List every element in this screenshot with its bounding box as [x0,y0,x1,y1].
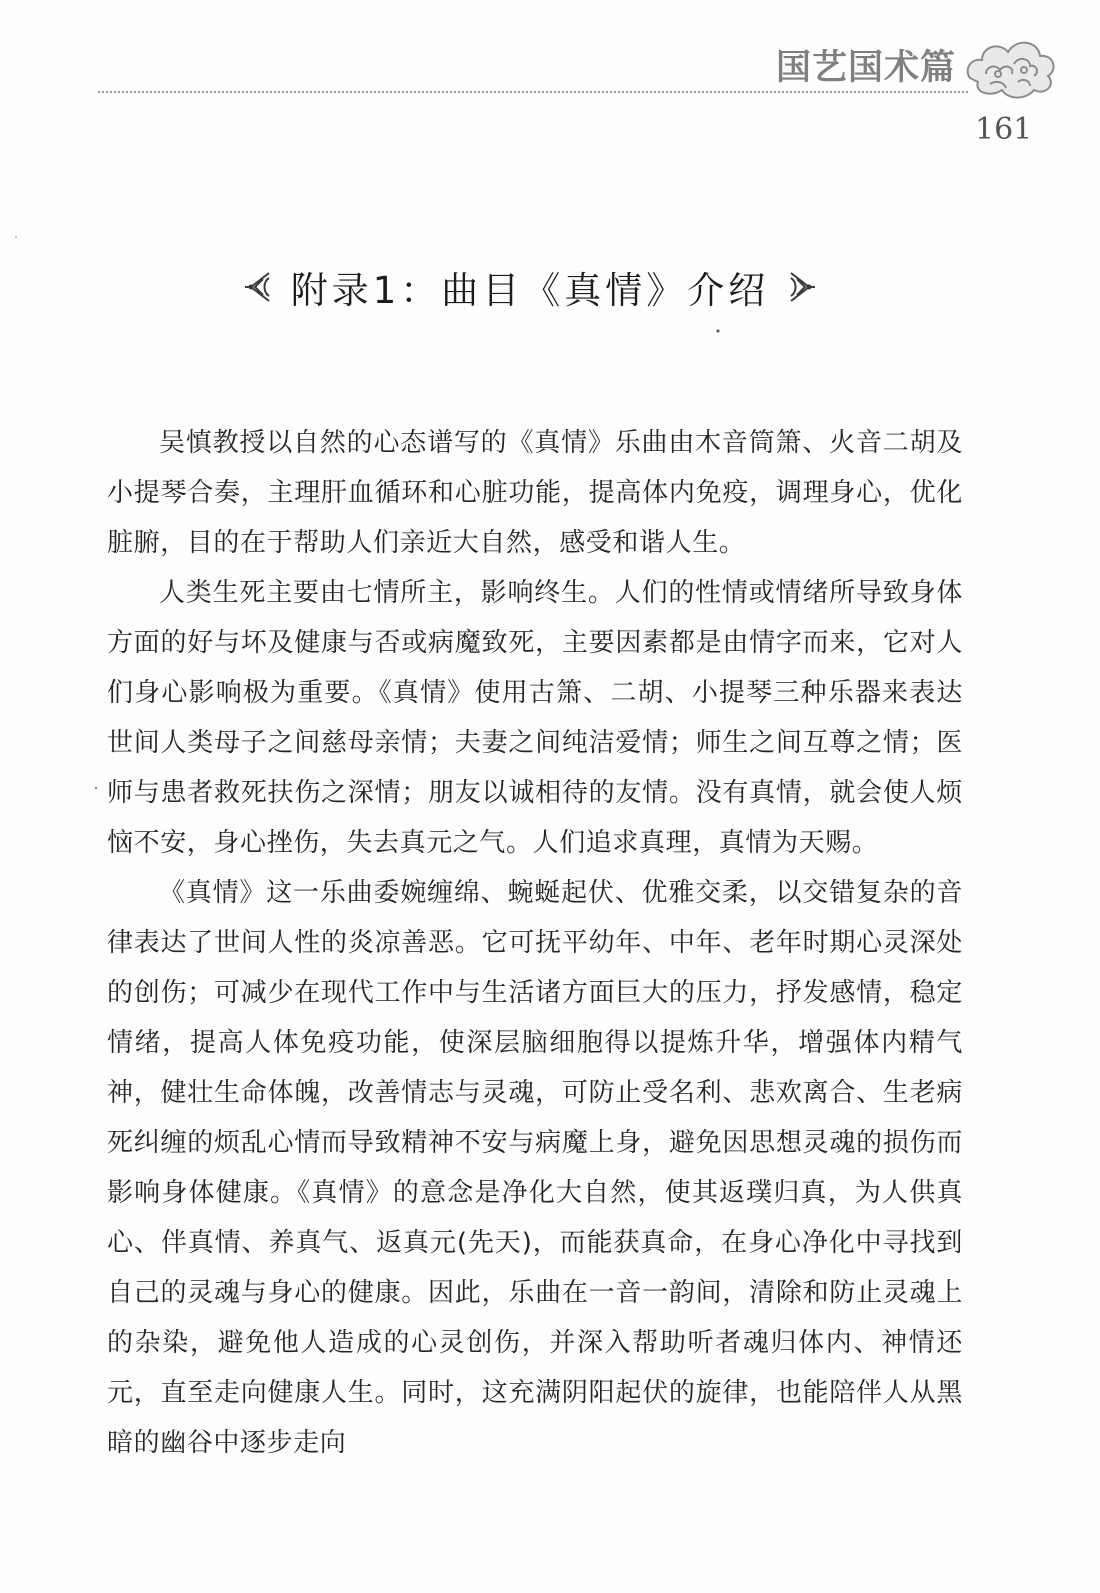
page-number: 161 [975,112,1033,147]
appendix-title-row [250,257,810,317]
running-header-title: 国艺国术篇 [776,47,957,88]
appendix-title: 附录1：曲目《真情》介绍 [290,269,770,312]
header-rule [98,91,968,93]
paragraph: 人类生死主要由七情所主，影响终生。人们的性情或情绪所导致身体方面的好与坏及健康与否或病魔致死，主要因素都是由情字而来，它对人们身心影响极为重要。《真情》使用古箫、二胡、小提琴三种乐器来表达世间人类母子之间慈母亲情；夫妻之间纯洁爱情；师生之间互尊之情；医师与患者救死扶伤之深情；朋友以诚相待的友情。没有真情，就会使人烦恼不安，身心挫伤，失去真元之气。人们追求真理，真情为天赐。 [107,578,963,858]
body-text [107,418,963,1468]
cloud-ornament-icon [960,30,1060,105]
paragraph: 吴慎教授以自然的心态谱写的《真情》乐曲由木音筒箫、火音二胡及小提琴合奏，主理肝血循环和心脏功能，提高体内免疫，调理身心，优化脏腑，目的在于帮助人们亲近大自然，感受和谐人生。 [107,428,963,558]
ornament-right-icon [787,270,817,304]
paragraph: 《真情》这一乐曲委婉缠绵、蜿蜒起伏、优雅交柔，以交错复杂的音律表达了世间人性的炎凉善恶。它可抚平幼年、中年、老年时期心灵深处的创伤；可减少在现代工作中与生活诸方面巨大的压力，抒发感情，稳定情绪，提高人体免疫功能，使深层脑细胞得以提炼升华，增强体内精气神，健壮生命体魄，改善情志与灵魂，可防止受名利、悲欢离合、生老病死纠缠的烦乱心情而导致精神不安与病魔上身，避免因思想灵魂的损伤而影响身体健康。《真情》的意念是净化大自然，使其返璞归真，为人供真心、伴真情、养真气、返真元(先天)，而能获真命，在身心净化中寻找到自己的灵魂与身心的健康。因此，乐曲在一音一韵间，清除和防止灵魂上的杂染，避免他人造成的心灵创伤，并深入帮助听者魂归体内、神情还元，直至走向健康人生。同时，这充满阴阳起伏的旋律，也能陪伴人从黑暗的幽谷中逐步走向 [107,878,963,1458]
ornament-left-icon [243,270,273,304]
